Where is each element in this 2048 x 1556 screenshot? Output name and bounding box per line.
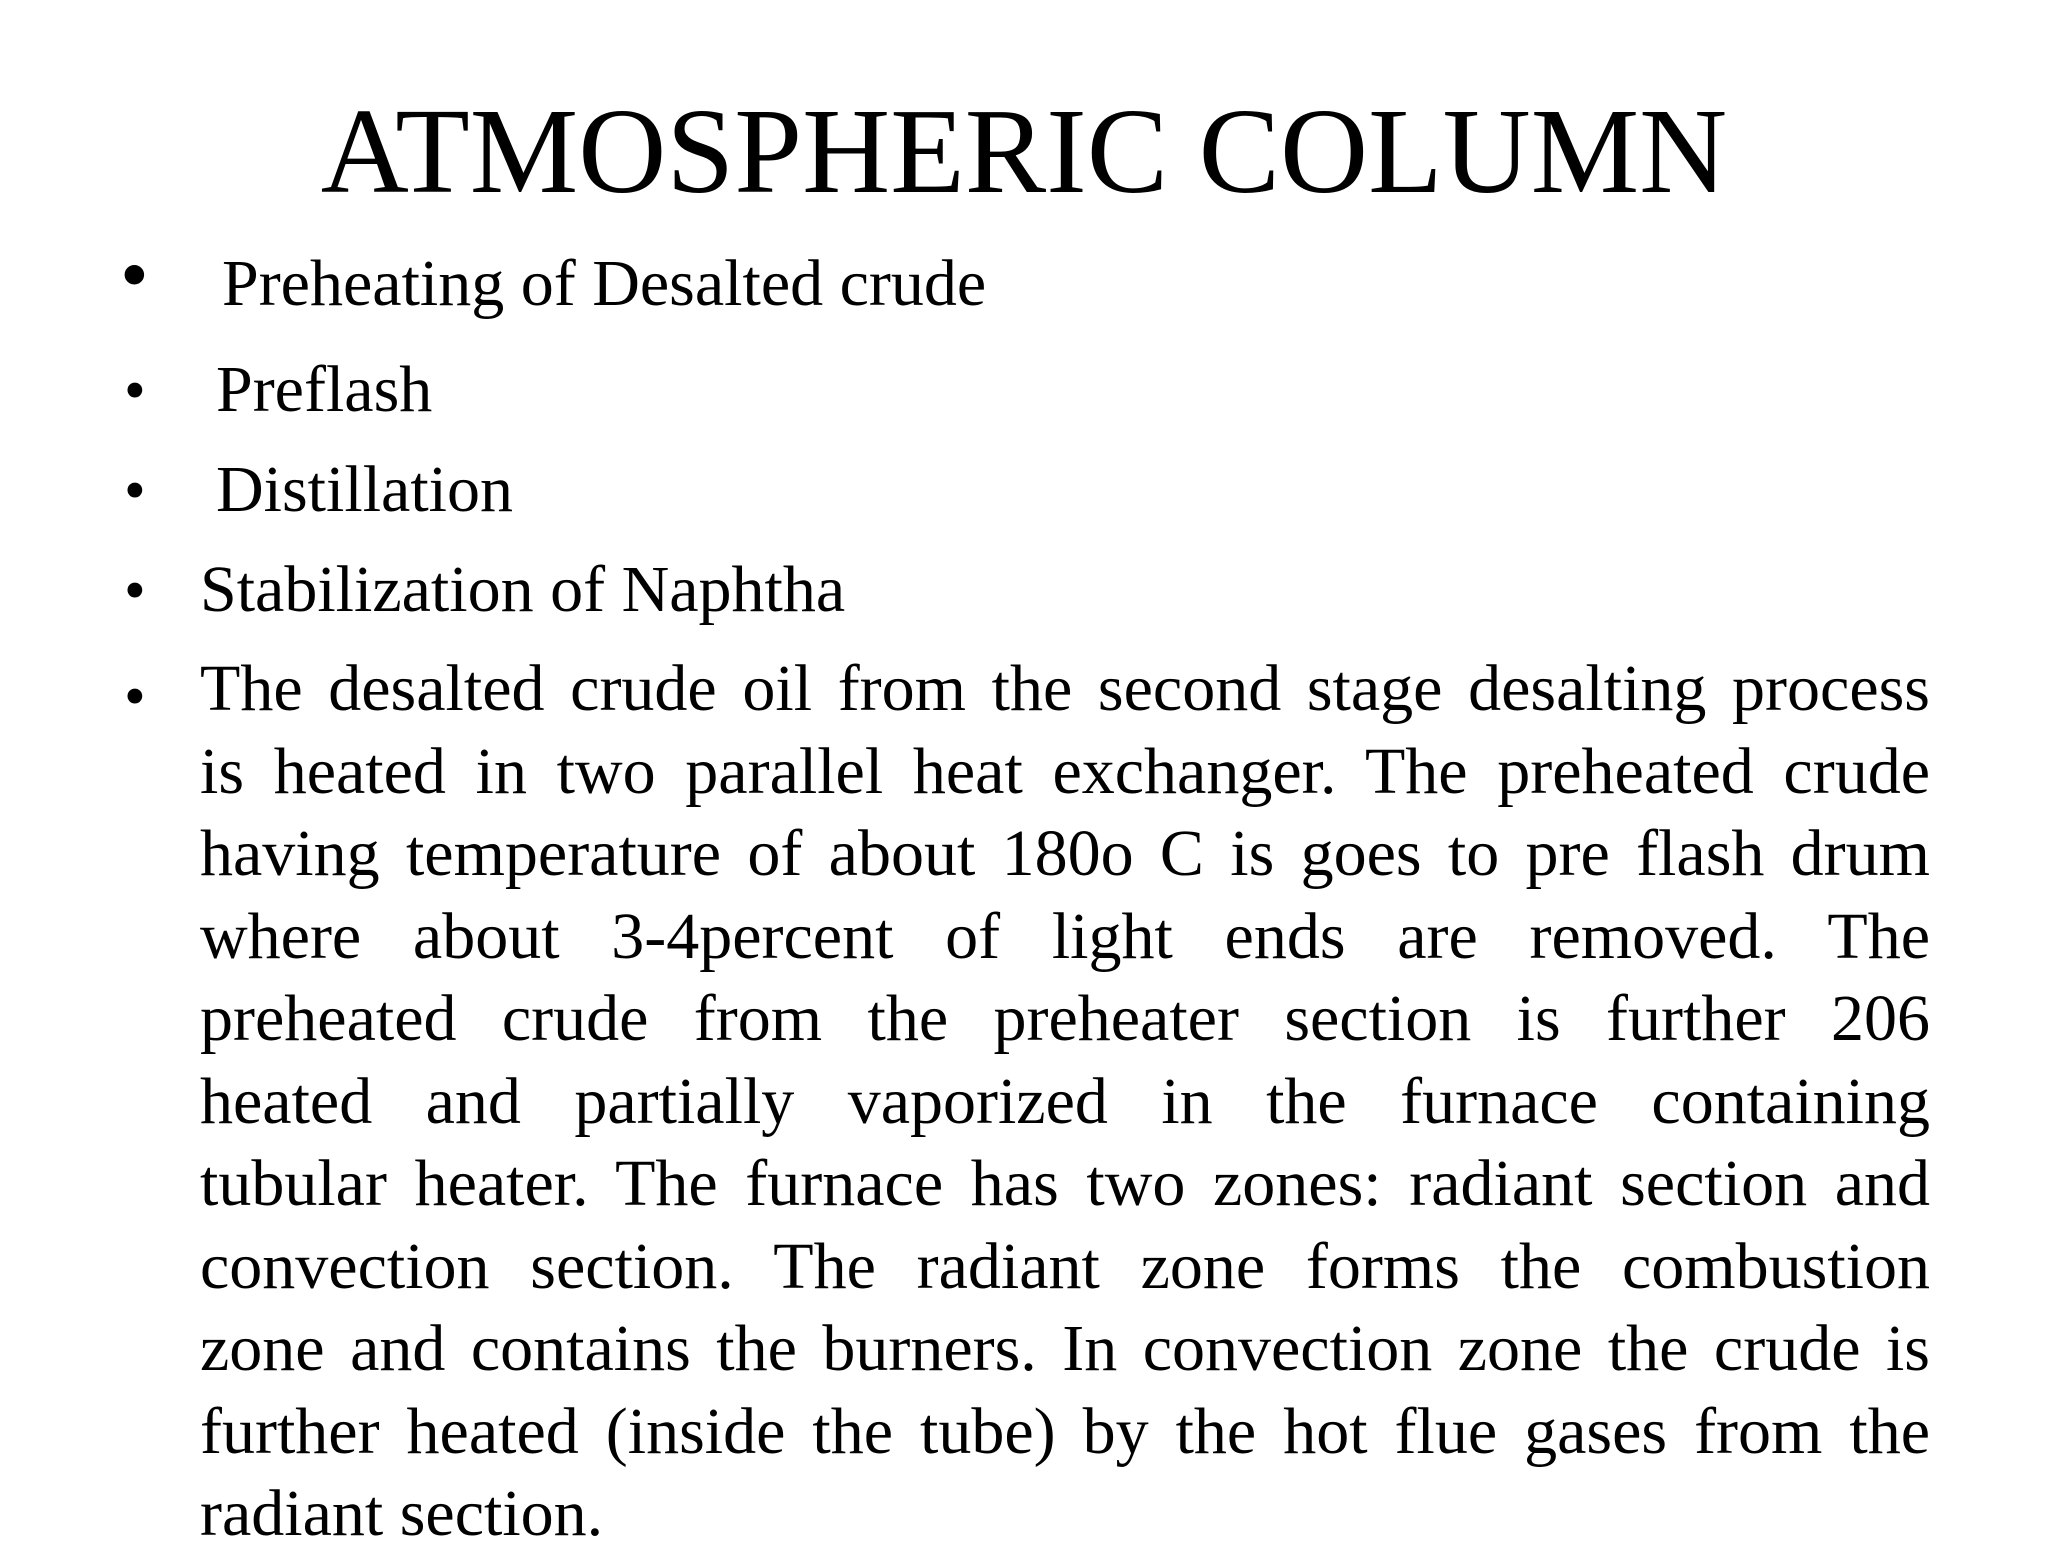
- bullet-icon: •: [120, 229, 149, 320]
- paragraph-line: tubular heater. The furnace has two zones: radiant section and: [200, 1147, 1930, 1220]
- paragraph-line: radiant section.: [200, 1477, 604, 1550]
- paragraph-line: heated and partially vaporized in the furnace containing: [200, 1064, 1930, 1138]
- bullet-text: Preflash: [216, 353, 433, 426]
- paragraph-line: is heated in two parallel heat exchanger. The preheated crude: [200, 734, 1930, 808]
- bullet-icon: •: [124, 663, 146, 731]
- bullet-icon: •: [124, 357, 146, 425]
- bullet-text: Preheating of Desalted crude: [222, 247, 987, 320]
- paragraph-line: having temperature of about 180o C is goes to pre flash drum: [200, 817, 1930, 890]
- paragraph-line: convection section. The radiant zone forms the combustion: [200, 1229, 1930, 1303]
- bullet-text: Distillation: [216, 453, 513, 526]
- paragraph-line: The desalted crude oil from the second stage desalting process: [200, 652, 1930, 725]
- bullet-icon: •: [124, 557, 146, 625]
- paragraph-line: further heated (inside the tube) by the hot flue gases from the: [200, 1394, 1930, 1468]
- process-description-paragraph: [200, 648, 1930, 1556]
- paragraph-line: zone and contains the burners. In convection zone the crude is: [200, 1312, 1930, 1385]
- slide-title: ATMOSPHERIC COLUMN: [320, 84, 1728, 219]
- paragraph-line: preheated crude from the preheater section is further 206: [200, 982, 1930, 1055]
- bullet-icon: •: [124, 457, 146, 525]
- paragraph-line: where about 3-4percent of light ends are removed. The: [200, 899, 1930, 973]
- bullet-text: Stabilization of Naphtha: [200, 553, 846, 626]
